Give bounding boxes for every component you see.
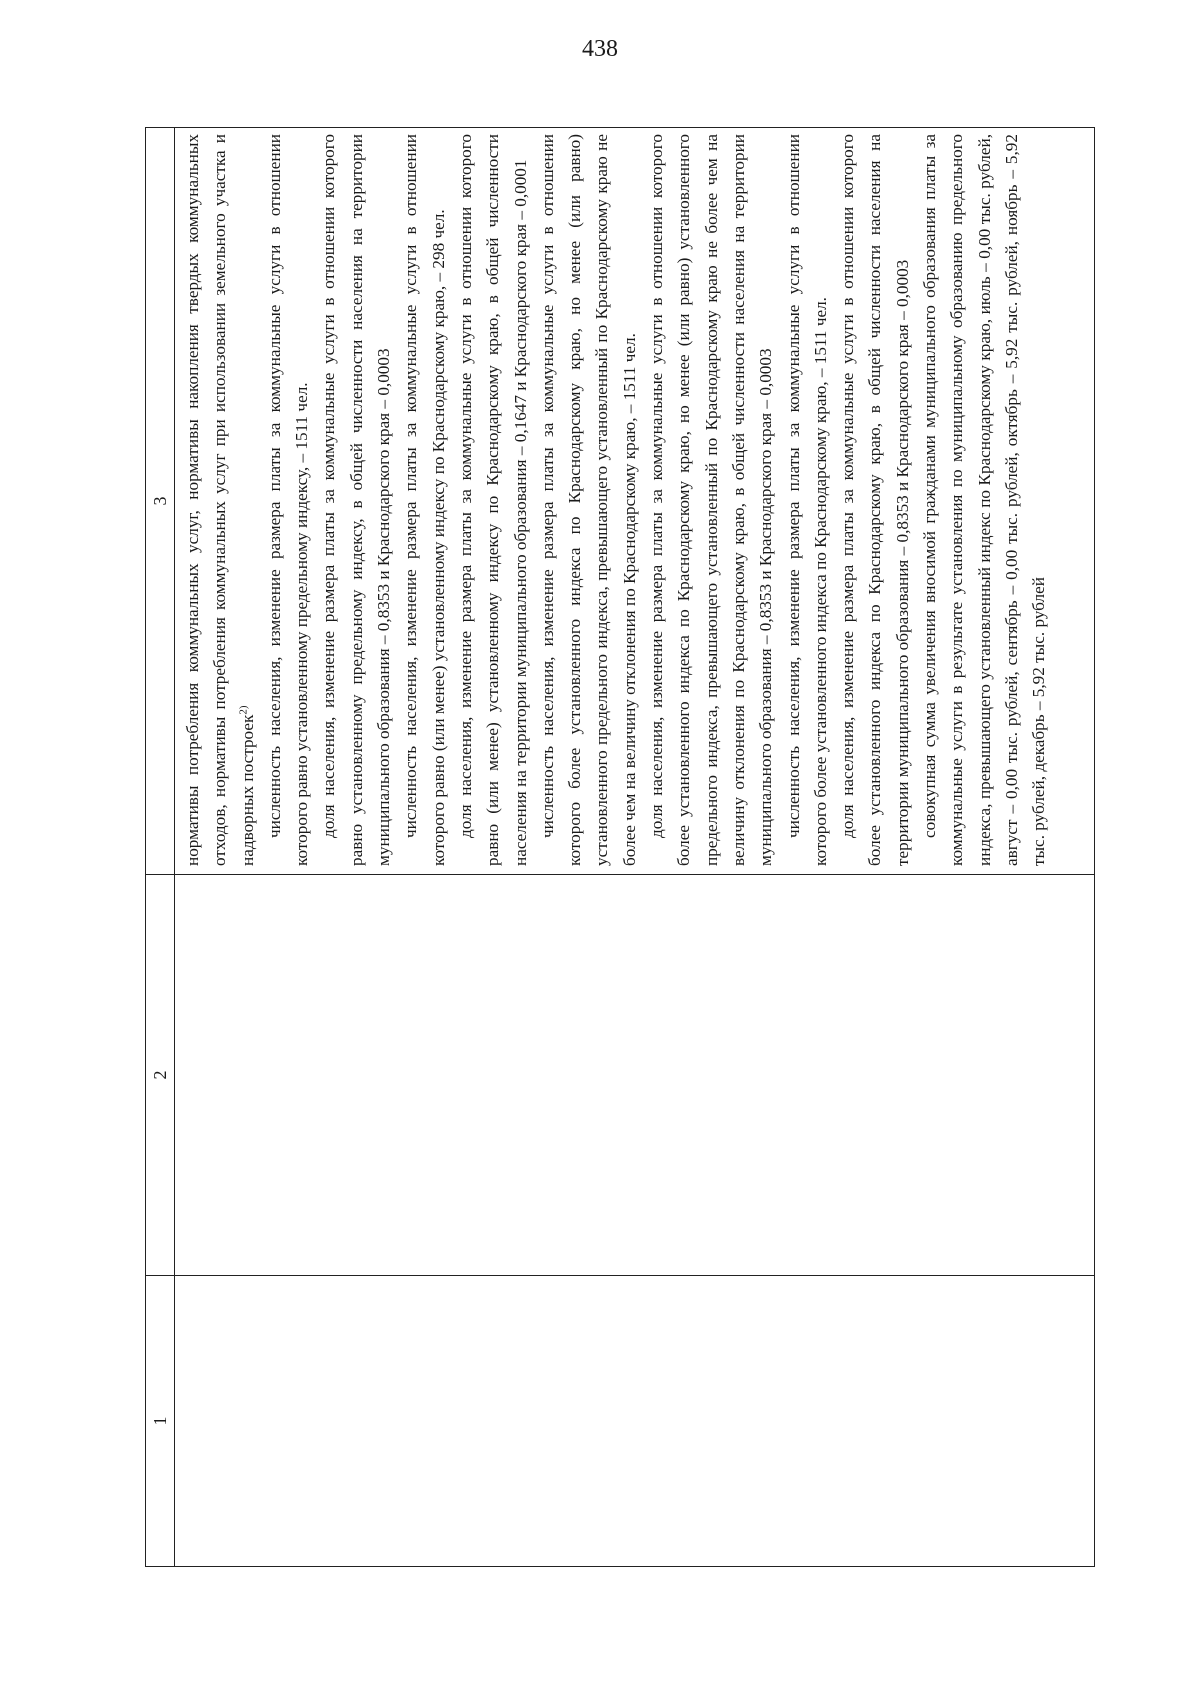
- column-1-header: 1: [146, 1276, 175, 1567]
- data-table: [145, 127, 1095, 1567]
- table-row: [175, 128, 1095, 1567]
- column-3-header: 3: [146, 128, 175, 875]
- paragraph: совокупная сумма увеличения вносимой гражданами муниципального образования платы за коммунальные услуги в результате установления по муниципальному образованию предельного индекса, превышающего установленный индекс по Краснодарскому краю, июль – 0,00 тыс. рублей, август – 0,00 тыс. рублей, сентябрь – 0,00 тыс. рублей, октябрь – 5,92 тыс. рублей, ноябрь – 5,92 тыс. рублей, декабрь – 5,92 тыс. рублей: [920, 134, 1049, 866]
- paragraph: доля населения, изменение размера платы за коммунальные услуги в отношении которого более установленного индекса по Краснодарскому краю, но менее (или равно) установленного предельного индекса, превышающего установленный по Краснодарскому краю не более чем на величину отклонения по Краснодарскому краю, в общей численности населения на территории муниципального образования – 0,8353 и Краснодарского края – 0,0003: [647, 134, 776, 866]
- paragraph: численность населения, изменение размера платы за коммунальные услуги в отношении которого равно установленному предельному индексу, – 1511 чел.: [264, 134, 312, 866]
- page-number: 438: [582, 36, 618, 62]
- paragraph: доля населения, изменение размера платы за коммунальные услуги в отношении которого более установленного индекса по Краснодарскому краю, в общей численности населения на территории муниципального образования – 0,8353 и Краснодарского края – 0,0003: [838, 134, 912, 866]
- column-1-cell: [175, 1276, 1095, 1567]
- paragraph: доля населения, изменение размера платы за коммунальные услуги в отношении которого равно (или менее) установленному индексу по Краснодарскому краю, в общей численности населения на территории муниципального образования – 0,1647 и Краснодарского края – 0,0001: [455, 134, 530, 866]
- rotated-table-area: [145, 127, 1095, 1567]
- paragraph-text: нормативы потребления коммунальных услуг, нормативы накопления твердых коммунальных отходов, нормативы потребления коммунальных услуг при использовании земельного участка и надворных построек: [183, 134, 257, 866]
- paragraph: численность населения, изменение размера платы за коммунальные услуги в отношении которого более установленного индекса по Краснодарскому краю, – 1511 чел.: [783, 134, 830, 866]
- paragraph: численность населения, изменение размера платы за коммунальные услуги в отношении которого более установленного индекса по Краснодарскому краю, но менее (или равно) установленного предельного индекса, превышающего установленный по Краснодарскому краю не более чем на величину отклонения по Краснодарскому краю, – 1511 чел.: [537, 134, 639, 866]
- paragraph: численность населения, изменение размера платы за коммунальные услуги в отношении которого равно (или менее) установленному индексу по Краснодарскому краю, – 298 чел.: [401, 134, 448, 866]
- header-row: [146, 128, 175, 1567]
- column-2-header: 2: [146, 875, 175, 1276]
- footnote-mark: 2): [236, 705, 249, 715]
- column-2-cell: [175, 875, 1095, 1276]
- paragraph: доля населения, изменение размера платы за коммунальные услуги в отношении которого равно установленному предельному индексу, в общей численности населения на территории муниципального образования – 0,8353 и Краснодарского края – 0,0003: [319, 134, 394, 866]
- paragraph: [179, 134, 261, 866]
- column-3-cell: [175, 128, 1095, 875]
